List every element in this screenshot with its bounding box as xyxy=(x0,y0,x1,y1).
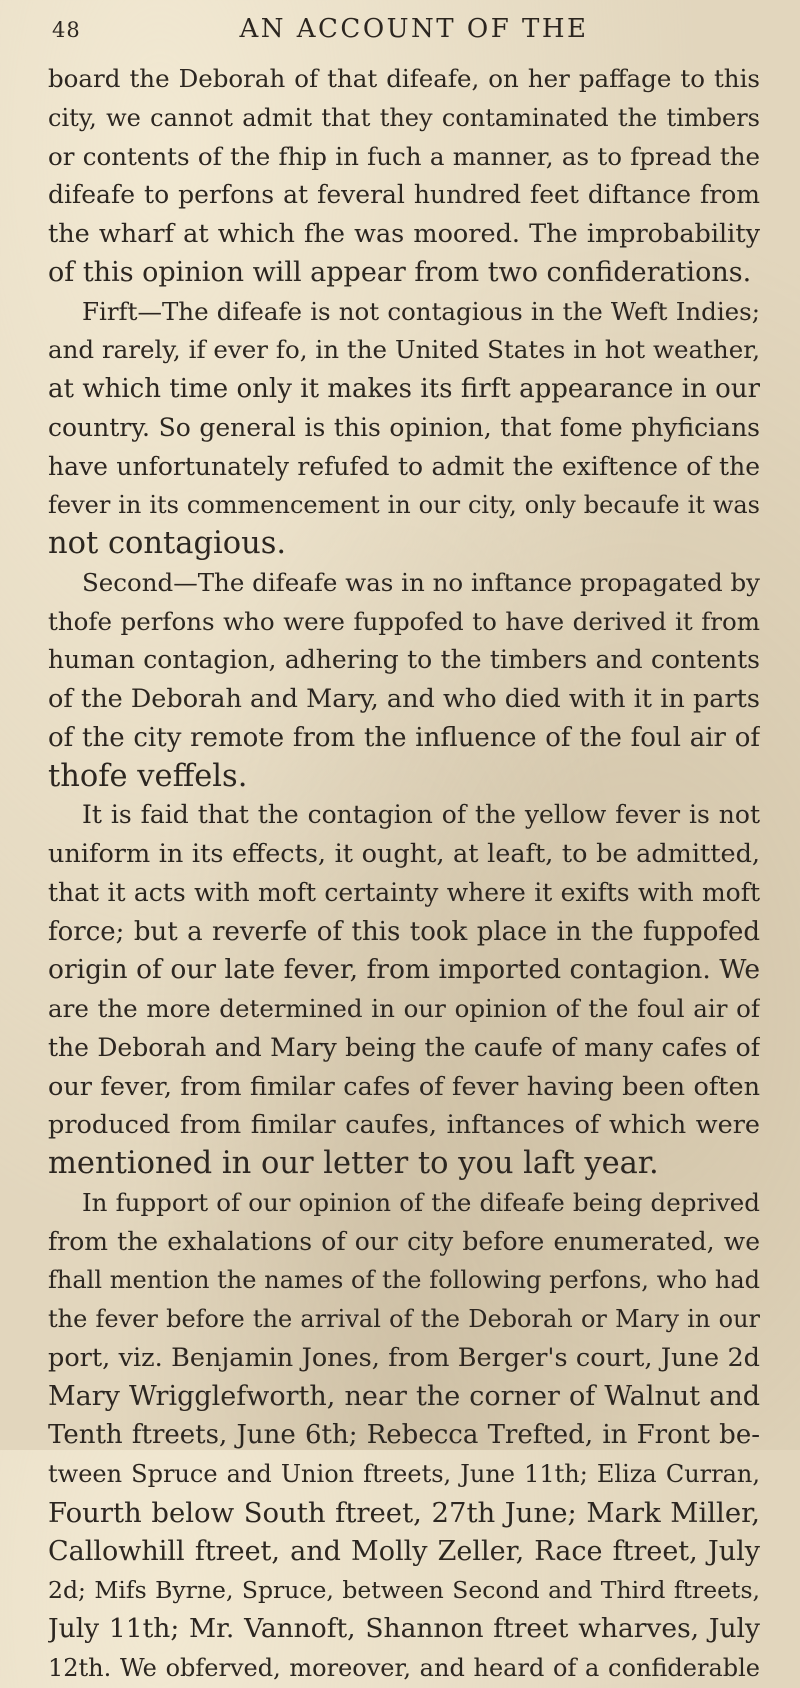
running-head-title: AN ACCOUNT OF THE xyxy=(239,14,589,44)
text-line: thofe perfons who were fuppofed to have derived it from xyxy=(48,606,760,636)
text-line: It is faid that the contagion of the yellow fever is not xyxy=(82,800,760,830)
text-line: of this opinion will appear from two confiderations. xyxy=(48,256,752,288)
text-line: Second—The difeafe was in no inftance propagated by xyxy=(82,567,760,597)
text-line: our fever, from fimilar cafes of fever having been often xyxy=(48,1071,760,1102)
text-line: Firft—The difeafe is not contagious in the Weft Indies; xyxy=(82,296,760,326)
text-line: of the city remote from the influence of the foul air of xyxy=(48,722,760,753)
text-line: difeafe to perfons at feveral hundred feet diftance from xyxy=(48,180,760,210)
text-line: or contents of the fhip in fuch a manner, as to fpread the xyxy=(48,141,760,171)
text-line: city, we cannot admit that they contaminated the timbers xyxy=(48,103,760,132)
text-line: 2d; Mifs Byrne, Spruce, between Second and Third ftreets, xyxy=(48,1576,760,1605)
text-line: human contagion, adhering to the timbers and contents xyxy=(48,645,760,675)
text-line: uniform in its effects, it ought, at leaft, to be admitted, xyxy=(48,839,760,869)
text-line: produced from fimilar caufes, inftances of which were xyxy=(48,1110,760,1141)
text-line: thofe veffels. xyxy=(48,758,248,794)
text-line: have unfortunately refufed to admit the exiftence of the xyxy=(48,451,760,481)
text-line: force; but a reverfe of this took place in the fuppofed xyxy=(48,916,760,947)
text-line: In fupport of our opinion of the difeafe being deprived xyxy=(82,1187,760,1217)
text-line: July 11th; Mr. Vannoft, Shannon ftreet wharves, July xyxy=(48,1613,760,1644)
text-line: country. So general is this opinion, that fome phyficians xyxy=(48,412,760,442)
text-line: tween Spruce and Union ftreets, June 11th; Eliza Curran, xyxy=(48,1460,760,1488)
text-line: not contagious. xyxy=(48,526,287,561)
text-line: board the Deborah of that difeafe, on her paffage to this xyxy=(48,64,760,93)
text-line: are the more determined in our opinion of the foul air of xyxy=(48,994,760,1023)
running-head xyxy=(48,8,760,54)
body-text xyxy=(48,60,760,1688)
text-line: origin of our late fever, from imported contagion. We xyxy=(48,954,760,986)
text-line: Mary Wrigglefworth, near the corner of Walnut and xyxy=(48,1380,760,1412)
text-line: Callowhill ftreet, and Molly Zeller, Race ftreet, July xyxy=(48,1535,760,1567)
text-line: fever in its commencement in our city, only becaufe it was xyxy=(48,491,760,520)
text-line: at which time only it makes its firft appearance in our xyxy=(48,374,760,404)
text-line: the Deborah and Mary being the caufe of many cafes of xyxy=(48,1032,760,1062)
text-line: that it acts with moft certainty where it exifts with moft xyxy=(48,877,760,907)
text-line: the wharf at which fhe was moored. The improbability xyxy=(48,219,760,249)
text-line: 12th. We obferved, moreover, and heard of a confiderable xyxy=(48,1653,760,1682)
text-line: Tenth ftreets, June 6th; Rebecca Trefted, in Front be- xyxy=(48,1420,760,1451)
text-line: fhall mention the names of the following perfons, who had xyxy=(48,1266,760,1295)
page-number: 48 xyxy=(52,18,81,42)
text-line: Fourth below South ftreet, 27th June; Mark Miller, xyxy=(48,1496,760,1529)
text-line: from the exhalations of our city before enumerated, we xyxy=(48,1226,760,1256)
text-line: port, viz. Benjamin Jones, from Berger's court, June 2d xyxy=(48,1342,760,1373)
text-line: the fever before the arrival of the Deborah or Mary in our xyxy=(48,1305,760,1333)
text-line: of the Deborah and Mary, and who died with it in parts xyxy=(48,684,760,714)
text-line: and rarely, if ever fo, in the United States in hot weather, xyxy=(48,335,760,365)
text-line: mentioned in our letter to you laft year. xyxy=(48,1146,659,1181)
